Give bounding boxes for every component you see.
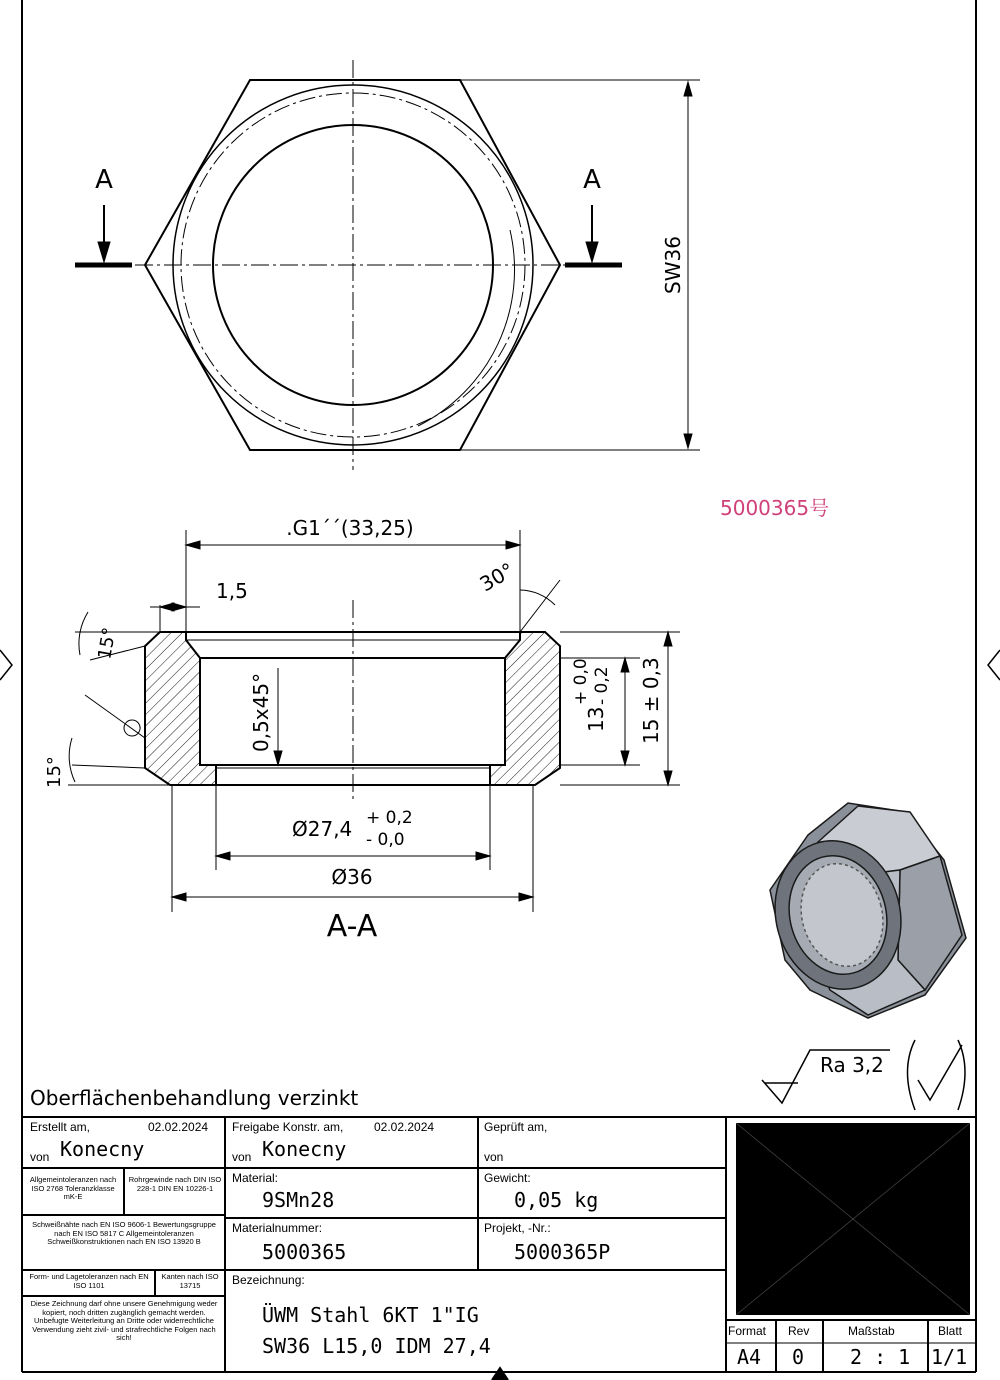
- roughness-value: Ra 3,2: [820, 1053, 884, 1077]
- material-value: 9SMn28: [262, 1188, 335, 1212]
- section-label-right: A: [583, 165, 601, 195]
- freigabe-date: 02.02.2024: [374, 1120, 435, 1134]
- geprueft-label: Geprüft am,: [484, 1120, 548, 1134]
- weld-note: Schweißnähte nach EN ISO 9606-1 Bewertungsgruppe nach EN ISO 5817 C Allgemeintoleranzen Schweißkonstruktionen nach EN ISO 13920 B: [32, 1220, 216, 1246]
- surface-treatment: Oberflächenbehandlung verzinkt: [30, 1086, 359, 1110]
- dim-sw36: SW36: [661, 236, 685, 294]
- dim-chamfer-depth: 1,5: [216, 579, 248, 603]
- legal-note: Diese Zeichnung darf ohne unsere Genehmigung weder kopiert, noch dritten zugänglich gemacht werden. Unbefugte Weiterleitung an Dritte oder widerrechtliche Verwendung zieht zivil- und strafrechtliche Folgen nach sich!: [30, 1299, 218, 1342]
- dim-height-13: 13: [584, 706, 608, 732]
- projekt-label: Projekt, -Nr.:: [484, 1221, 551, 1235]
- section-title: A-A: [326, 909, 378, 944]
- material-label: Material:: [232, 1171, 279, 1185]
- hex-top-view: [135, 60, 565, 470]
- freigabe-von-label: von: [232, 1150, 252, 1164]
- format-value: A4: [737, 1345, 762, 1369]
- blatt-value: 1/1: [931, 1345, 968, 1369]
- edges-note: Kanten nach ISO 13715: [161, 1272, 219, 1290]
- massstab-value: 2 : 1: [850, 1345, 911, 1369]
- tol-general: Allgemeintoleranzen nach ISO 2768 Toleranzklasse mK-E: [29, 1175, 117, 1201]
- dim-chamfer: 0,5x45°: [249, 672, 273, 752]
- erstellt-by: Konecny: [60, 1137, 145, 1161]
- dim-height-13-tol-lower: - 0,2: [592, 666, 612, 705]
- tol-thread: Rohrgewinde nach DIN ISO 228-1 DIN EN 10226-1: [128, 1175, 222, 1193]
- erstellt-von-label: von: [30, 1150, 50, 1164]
- materialnummer-label: Materialnummer:: [232, 1221, 323, 1235]
- rev-value: 0: [792, 1345, 805, 1369]
- bezeichnung-label: Bezeichnung:: [232, 1273, 305, 1287]
- dim-angle-30: 30°: [475, 557, 519, 597]
- nut-3d-view: [759, 803, 966, 1018]
- massstab-label: Maßstab: [848, 1324, 895, 1338]
- projekt-value: 5000365P: [514, 1240, 611, 1264]
- geprueft-von-label: von: [484, 1150, 504, 1164]
- dim-height-13-tol-upper: + 0,0: [571, 658, 591, 705]
- freigabe-label: Freigabe Konstr. am,: [232, 1120, 344, 1134]
- blatt-label: Blatt: [938, 1324, 963, 1338]
- section-label-left: A: [95, 165, 113, 195]
- form-tol: Form- und Lagetoleranzen nach EN ISO 1101: [29, 1272, 149, 1290]
- dim-angle-15-top: 15°: [94, 625, 121, 661]
- section-cut-marks: [75, 205, 622, 265]
- dim-bore-tol-upper: + 0,2: [366, 808, 413, 828]
- erstellt-date: 02.02.2024: [148, 1120, 209, 1134]
- gewicht-value: 0,05 kg: [514, 1188, 599, 1212]
- materialnummer-value: 5000365: [262, 1240, 347, 1264]
- freigabe-by: Konecny: [262, 1137, 347, 1161]
- dim-angle-15-bottom: 15°: [44, 756, 65, 788]
- dim-height-15: 15 ± 0,3: [639, 657, 663, 744]
- bezeichnung-line1: ÜWM Stahl 6KT 1"IG: [262, 1303, 479, 1327]
- logo-placeholder: [736, 1123, 970, 1315]
- erstellt-label: Erstellt am,: [30, 1120, 91, 1134]
- stamp-note: 5000365号: [720, 496, 830, 520]
- gewicht-label: Gewicht:: [484, 1171, 531, 1185]
- section-view: [145, 600, 560, 800]
- dim-thread: .G1´´(33,25): [286, 516, 414, 540]
- rev-label: Rev: [788, 1324, 810, 1338]
- format-label: Format: [728, 1324, 767, 1338]
- dim-outer: Ø36: [331, 865, 373, 889]
- bezeichnung-line2: SW36 L15,0 IDM 27,4: [262, 1334, 491, 1358]
- dim-bore-tol-lower: - 0,0: [366, 830, 405, 850]
- dim-bore: Ø27,4: [292, 817, 353, 841]
